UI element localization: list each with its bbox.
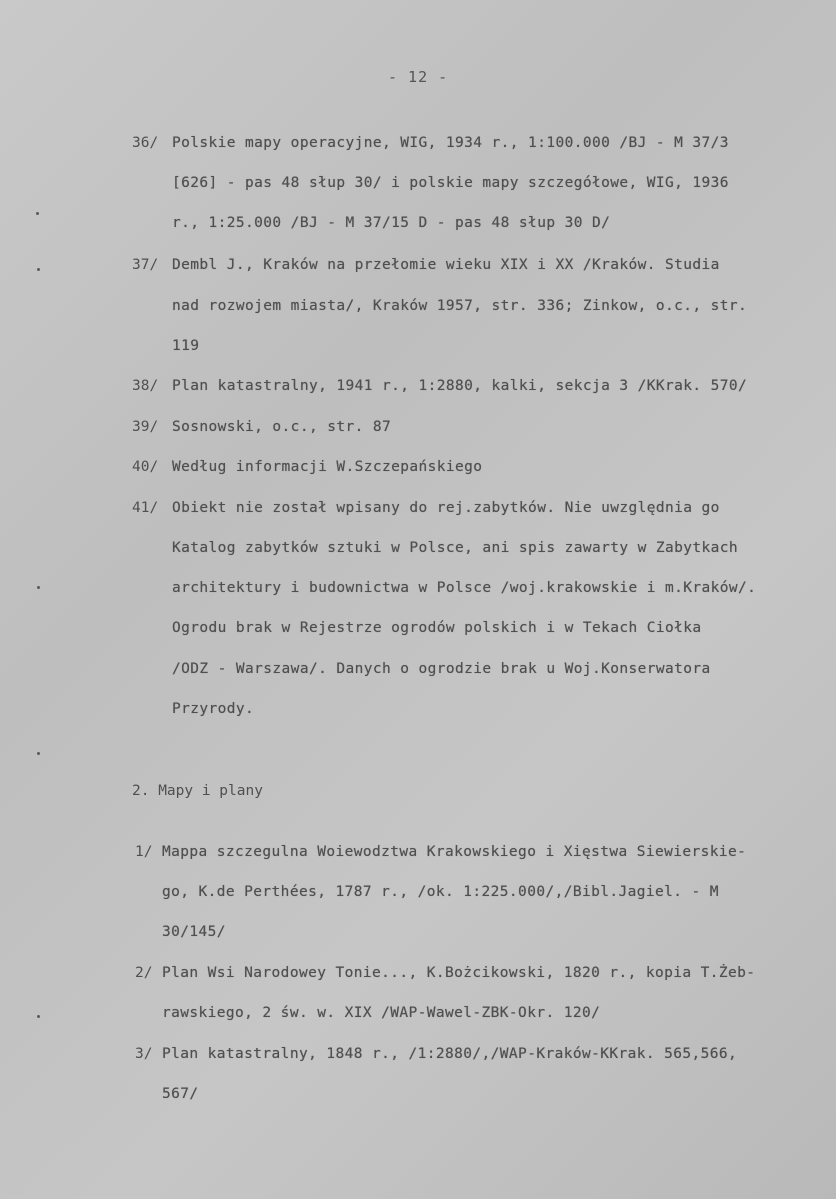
page-number: - 12 - bbox=[388, 68, 449, 86]
footnote-line: Ogrodu brak w Rejestrze ogrodów polskich i w Tekach Ciołka bbox=[172, 620, 702, 636]
footnote-line: Sosnowski, o.c., str. 87 bbox=[172, 419, 392, 435]
footnote-line: r., 1:25.000 /BJ - M 37/15 D - pas 48 słup 30 D/ bbox=[172, 215, 611, 231]
map-entry-number: 1/ bbox=[135, 844, 153, 860]
map-entry-line: Plan katastralny, 1848 r., /1:2880/,/WAP-Kraków-KKrak. 565,566, bbox=[162, 1046, 738, 1062]
margin-mark bbox=[36, 212, 39, 215]
footnote-line: nad rozwojem miasta/, Kraków 1957, str. 336; Zinkow, o.c., str. bbox=[172, 298, 748, 314]
footnote-line: Według informacji W.Szczepańskiego bbox=[172, 459, 483, 475]
map-entry-number: 3/ bbox=[135, 1046, 153, 1062]
footnote-number: 38/ bbox=[132, 378, 159, 394]
footnote-line: [626] - pas 48 słup 30/ i polskie mapy szczegółowe, WIG, 1936 bbox=[172, 175, 729, 191]
footnote-number: 36/ bbox=[132, 135, 159, 151]
footnote-line: architektury i budownictwa w Polsce /woj.krakowskie i m.Kraków/. bbox=[172, 580, 757, 596]
map-entry-number: 2/ bbox=[135, 965, 153, 981]
footnote-number: 39/ bbox=[132, 419, 159, 435]
margin-mark bbox=[37, 1015, 40, 1018]
map-entry-line: 567/ bbox=[162, 1086, 199, 1102]
margin-mark bbox=[37, 752, 40, 755]
footnote-line: Katalog zabytków sztuki w Polsce, ani spis zawarty w Zabytkach bbox=[172, 540, 739, 556]
map-entry-line: 30/145/ bbox=[162, 924, 226, 940]
footnote-line: /ODZ - Warszawa/. Danych o ogrodzie brak u Woj.Konserwatora bbox=[172, 661, 711, 677]
footnote-line: Plan katastralny, 1941 r., 1:2880, kalki, sekcja 3 /KKrak. 570/ bbox=[172, 378, 748, 394]
footnote-line: Dembl J., Kraków na przełomie wieku XIX i XX /Kraków. Studia bbox=[172, 257, 720, 273]
map-entry-line: Mappa szczegulna Woiewodztwa Krakowskiego i Xięstwa Siewierskie- bbox=[162, 844, 747, 860]
map-entry-line: go, K.de Perthées, 1787 r., /ok. 1:225.000/,/Bibl.Jagiel. - M bbox=[162, 884, 719, 900]
map-entry-line: rawskiego, 2 św. w. XIX /WAP-Wawel-ZBK-Okr. 120/ bbox=[162, 1005, 601, 1021]
footnote-number: 41/ bbox=[132, 500, 159, 516]
footnote-number: 40/ bbox=[132, 459, 159, 475]
margin-mark bbox=[37, 586, 40, 589]
map-entry-line: Plan Wsi Narodowey Tonie..., K.Bożcikowski, 1820 r., kopia T.Żeb- bbox=[162, 965, 756, 981]
section-heading: 2. Mapy i plany bbox=[132, 783, 263, 799]
footnote-line: 119 bbox=[172, 338, 200, 354]
footnote-number: 37/ bbox=[132, 257, 159, 273]
footnote-line: Obiekt nie został wpisany do rej.zabytków. Nie uwzględnia go bbox=[172, 500, 720, 516]
margin-mark bbox=[37, 268, 40, 271]
footnote-line: Przyrody. bbox=[172, 701, 255, 717]
footnote-line: Polskie mapy operacyjne, WIG, 1934 r., 1:100.000 /BJ - M 37/3 bbox=[172, 135, 729, 151]
